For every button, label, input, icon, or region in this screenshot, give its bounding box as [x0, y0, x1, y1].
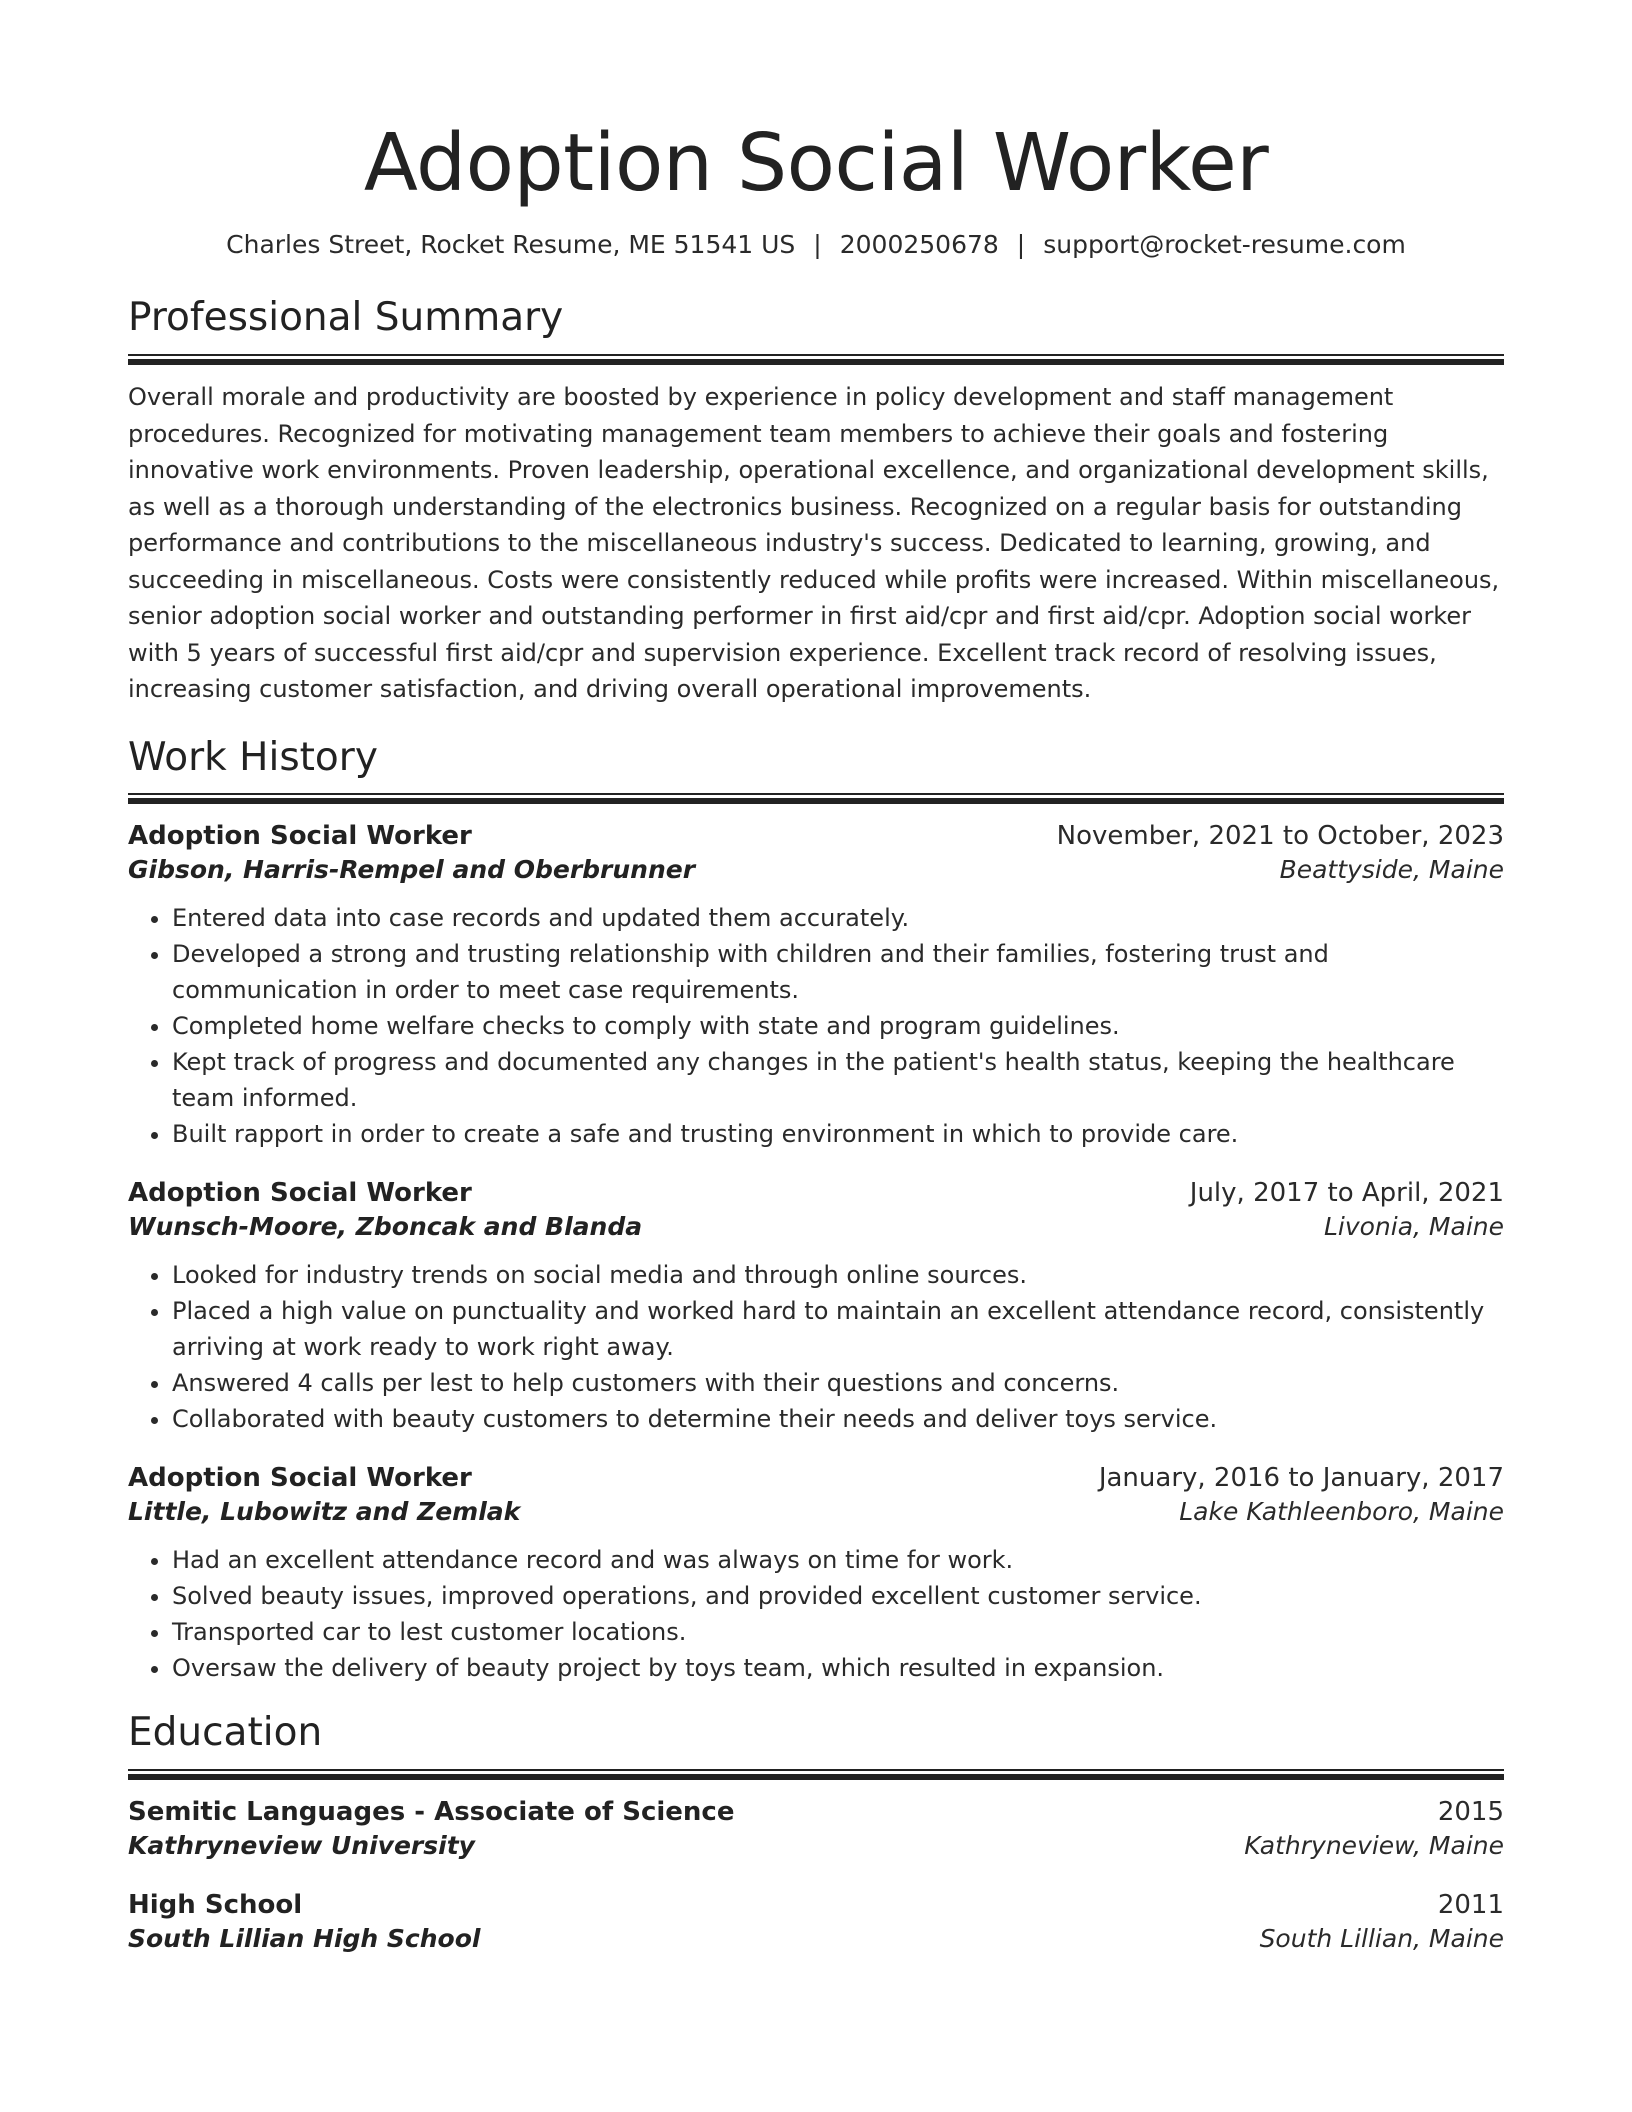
contact-line	[128, 229, 1504, 262]
list-item: • Had an excellent attendance record and was always on time for work.	[172, 1542, 1504, 1578]
job-location: Lake Kathleenboro, Maine	[1179, 1497, 1504, 1527]
list-item: • Collaborated with beauty customers to determine their needs and deliver toys service.	[172, 1401, 1504, 1437]
list-item: • Transported car to lest customer locations.	[172, 1614, 1504, 1650]
job-subheader	[128, 1212, 1504, 1241]
job-bullets	[128, 1542, 1504, 1686]
education-location: South Lillian, Maine	[1259, 1924, 1504, 1954]
education-section	[128, 1710, 1504, 1953]
job-location: Livonia, Maine	[1323, 1212, 1504, 1242]
list-item: • Built rapport in order to create a safe and trusting environment in which to provide care.	[172, 1116, 1504, 1152]
work-history-section	[128, 735, 1504, 1687]
job-company: Gibson, Harris-Rempel and Oberbrunner	[128, 855, 696, 885]
education-school: South Lillian High School	[128, 1924, 481, 1954]
job-header	[128, 1463, 1504, 1493]
education-subheader	[128, 1924, 1504, 1953]
list-item: • Developed a strong and trusting relationship with children and their families, fostering trust and communication in order to meet case requirements.	[172, 936, 1504, 1008]
list-item: • Answered 4 calls per lest to help customers with their questions and concerns.	[172, 1365, 1504, 1401]
job-bullets	[128, 900, 1504, 1152]
job-title: Adoption Social Worker	[128, 1463, 472, 1494]
contact-phone: 2000250678	[839, 229, 999, 259]
job-title: Adoption Social Worker	[128, 821, 472, 852]
contact-separator: |	[1016, 229, 1026, 259]
section-title-education: Education	[128, 1710, 323, 1756]
education-degree: High School	[128, 1890, 303, 1921]
education-subheader	[128, 1831, 1504, 1860]
section-title-summary: Professional Summary	[128, 295, 564, 341]
job-location: Beattyside, Maine	[1279, 855, 1504, 885]
list-item: • Placed a high value on punctuality and worked hard to maintain an excellent attendance record, consistently arriving at work ready to work right away.	[172, 1293, 1504, 1365]
job-company: Little, Lubowitz and Zemlak	[128, 1497, 521, 1527]
list-item: • Entered data into case records and updated them accurately.	[172, 900, 1504, 936]
education-location: Kathryneview, Maine	[1244, 1831, 1504, 1861]
education-year: 2015	[1437, 1797, 1504, 1828]
education-degree: Semitic Languages - Associate of Science	[128, 1797, 735, 1828]
education-header	[128, 1890, 1504, 1920]
job-entry	[128, 1178, 1504, 1437]
summary-section	[128, 295, 1504, 707]
section-divider	[128, 793, 1504, 804]
job-header	[128, 1178, 1504, 1208]
candidate-name: Adoption Social Worker	[363, 117, 1269, 209]
job-bullets	[128, 1257, 1504, 1437]
contact-address: Charles Street, Rocket Resume, ME 51541 US	[226, 229, 796, 259]
job-dates: July, 2017 to April, 2021	[1189, 1178, 1504, 1209]
education-entry	[128, 1797, 1504, 1860]
section-divider	[128, 1769, 1504, 1780]
list-item: • Kept track of progress and documented any changes in the patient's health status, keeping the healthcare team informed.	[172, 1044, 1504, 1116]
list-item: • Looked for industry trends on social media and through online sources.	[172, 1257, 1504, 1293]
education-year: 2011	[1437, 1890, 1504, 1921]
section-divider	[128, 354, 1504, 365]
list-item: • Completed home welfare checks to comply with state and program guidelines.	[172, 1008, 1504, 1044]
job-entry	[128, 821, 1504, 1152]
job-subheader	[128, 855, 1504, 884]
job-dates: January, 2016 to January, 2017	[1098, 1463, 1504, 1494]
education-school: Kathryneview University	[128, 1831, 475, 1861]
job-title: Adoption Social Worker	[128, 1178, 472, 1209]
contact-separator: |	[813, 229, 822, 259]
list-item: • Oversaw the delivery of beauty project by toys team, which resulted in expansion.	[172, 1650, 1504, 1686]
job-entry	[128, 1463, 1504, 1686]
summary-text: Overall morale and productivity are boosted by experience in policy development and staff management procedures. Recognized for motivating management team members to achieve their goals and fostering innovative work environments. Proven leadership, operational excellence, and organizational development skills, as well as a thorough understanding of the electronics business. Recognized on a regular basis for outstanding performance and contributions to the miscellaneous industry's success. Dedicated to learning, growing, and succeeding in miscellaneous. Costs were consistently reduced while profits were increased. Within miscellaneous, senior adoption social worker and outstanding performer in first aid/cpr and first aid/cpr. Adoption social worker with 5 years of successful first aid/cpr and supervision experience. Excellent track record of resolving issues, increasing customer satisfaction, and driving overall operational improvements.	[128, 383, 1500, 704]
job-dates: November, 2021 to October, 2023	[1056, 821, 1504, 852]
list-item: • Solved beauty issues, improved operations, and provided excellent customer service.	[172, 1578, 1504, 1614]
contact-email: support@rocket-resume.com	[1043, 229, 1406, 259]
education-entry	[128, 1890, 1504, 1953]
job-subheader	[128, 1497, 1504, 1526]
section-title-work-history: Work History	[128, 734, 378, 780]
job-company: Wunsch-Moore, Zboncak and Blanda	[128, 1212, 643, 1242]
education-header	[128, 1797, 1504, 1827]
job-header	[128, 821, 1504, 851]
